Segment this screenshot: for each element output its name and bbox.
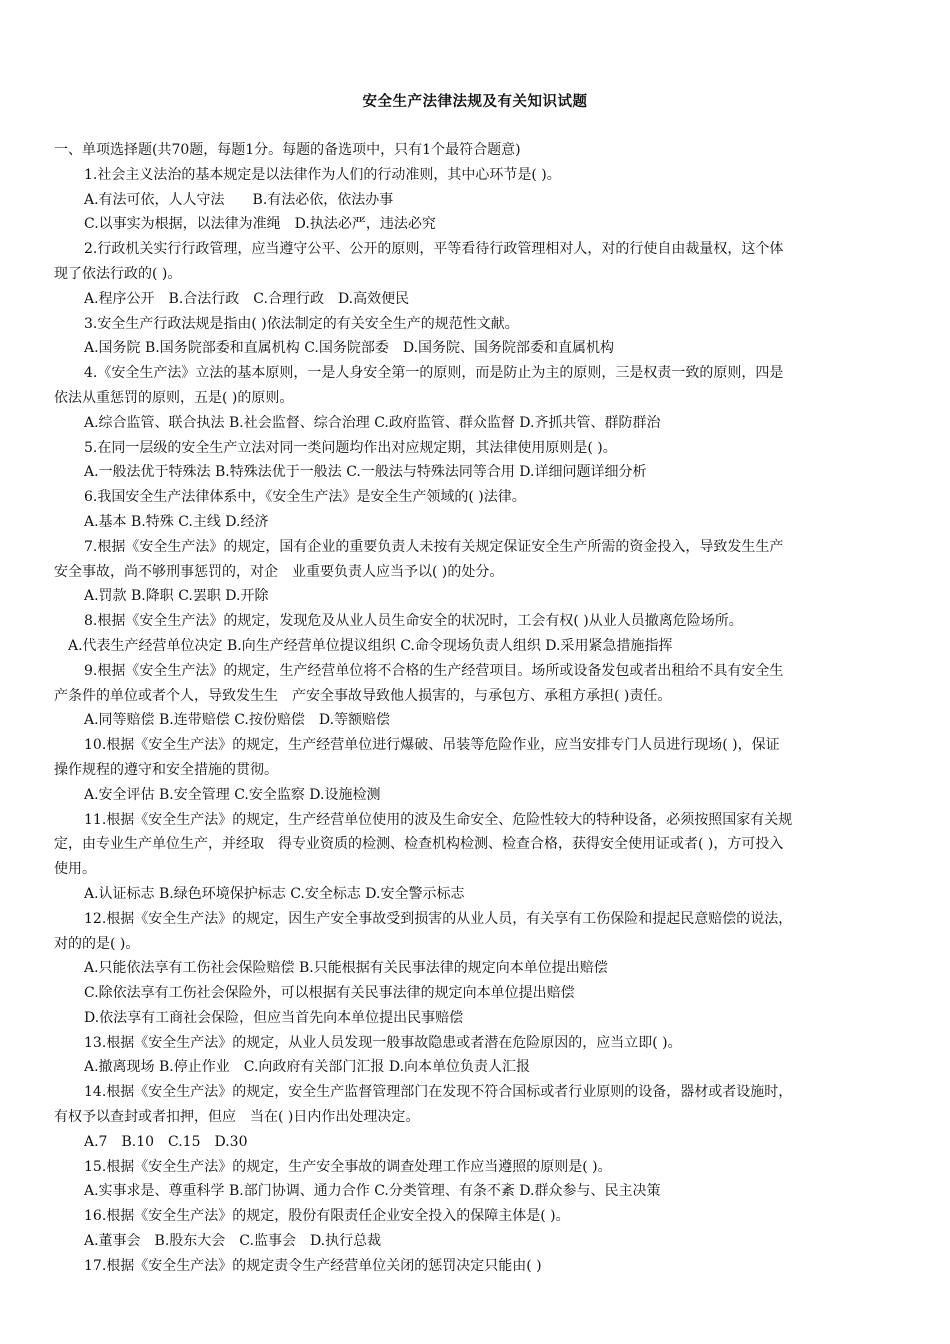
question-text-continued: 操作规程的遵守和安全措施的贯彻。 bbox=[54, 761, 278, 778]
question-text: 8.根据《安全生产法》的规定，发现危及从业人员生命安全的状况时，工会有权( )从业人员撤离危险场所。 bbox=[84, 613, 743, 630]
question-text-continued: 使用。 bbox=[54, 861, 96, 878]
question-text: 11.根据《安全生产法》的规定，生产经营单位使用的波及生命安全、危险性较大的特种设备，必须按照国家有关规 bbox=[84, 811, 793, 828]
answer-options: A.罚款 B.降职 C.罢职 D.开除 bbox=[84, 588, 269, 605]
document-title: 安全生产法律法规及有关知识试题 bbox=[362, 94, 588, 110]
question-text-continued: 依法从重惩罚的原则，五是( )的原则。 bbox=[54, 389, 294, 406]
answer-options: A.7 B.10 C.15 D.30 bbox=[84, 1133, 248, 1150]
question-text: 17.根据《安全生产法》的规定责令生产经营单位关闭的惩罚决定只能由( ) bbox=[84, 1257, 542, 1274]
answer-options: A.认证标志 B.绿色环境保护标志 C.安全标志 D.安全警示标志 bbox=[84, 885, 465, 902]
answer-options: A.代表生产经营单位决定 B.向生产经营单位提议组织 C.命令现场负责人组织 D.采用紧急措施指挥 bbox=[68, 637, 673, 654]
answer-options: A.只能依法享有工伤社会保险赔偿 B.只能根据有关民事法律的规定向本单位提出赔偿 bbox=[84, 960, 608, 977]
question-text: 4.《安全生产法》立法的基本原则，一是人身安全第一的原则，而是防止为主的原则，三是权责一致的原则，四是 bbox=[84, 365, 784, 382]
question-text: 6.我国安全生产法律体系中，《安全生产法》是安全生产领域的( )法律。 bbox=[84, 489, 526, 506]
answer-options: A.程序公开 B.合法行政 C.合理行政 D.高效便民 bbox=[84, 290, 410, 307]
answer-options: A.国务院 B.国务院部委和直属机构 C.国务院部委 D.国务院、国务院部委和直属机构 bbox=[84, 340, 615, 357]
question-text: 16.根据《安全生产法》的规定，股份有限责任企业安全投入的保障主体是( )。 bbox=[84, 1208, 570, 1225]
question-text-continued: 有权予以查封或者扣押，但应 当在( )日内作出处理决定。 bbox=[54, 1109, 420, 1126]
question-text: 1.社会主义法治的基本规定是以法律作为人们的行动准则，其中心环节是( )。 bbox=[84, 166, 561, 183]
question-text-continued: 现了依法行政的( )。 bbox=[54, 265, 182, 282]
answer-options: A.综合监管、联合执法 B.社会监督、综合治理 C.政府监管、群众监督 D.齐抓共管、群防群治 bbox=[84, 414, 661, 431]
question-text: 15.根据《安全生产法》的规定，生产安全事故的调查处理工作应当遵照的原则是( )。 bbox=[84, 1158, 612, 1175]
answer-options: A.撤离现场 B.停止作业 C.向政府有关部门汇报 D.向本单位负责人汇报 bbox=[84, 1059, 531, 1076]
answer-options: A.董事会 B.股东大会 C.监事会 D.执行总裁 bbox=[84, 1233, 382, 1250]
answer-options: A.有法可依，人人守法 B.有法必依，依法办事 bbox=[84, 191, 394, 208]
answer-options: C.以事实为根据，以法律为准绳 D.执法必严，违法必究 bbox=[84, 216, 436, 233]
question-text-continued: 安全事故，尚不够刑事惩罚的，对企 业重要负责人应当予以( )的处分。 bbox=[54, 563, 504, 580]
question-text-continued: 定，由专业生产单位生产，并经取 得专业资质的检测、检查机构检测、检查合格，获得安全使用证或者( )，方可投入 bbox=[54, 836, 784, 853]
question-text: 12.根据《安全生产法》的规定，因生产安全事故受到损害的从业人员，有关享有工伤保险和提起民意赔偿的说法， bbox=[84, 910, 793, 927]
question-text: 14.根据《安全生产法》的规定，安全生产监督管理部门在发现不符合国标或者行业原则的设备，器材或者设施时， bbox=[84, 1084, 793, 1101]
answer-options: A.基本 B.特殊 C.主线 D.经济 bbox=[84, 513, 269, 530]
question-text: 10.根据《安全生产法》的规定，生产经营单位进行爆破、吊装等危险作业，应当安排专门人员进行现场( )，保证 bbox=[84, 737, 780, 754]
question-text: 2.行政机关实行行政管理，应当遵守公平、公开的原则，平等看待行政管理相对人，对的行使自由裁量权，这个体 bbox=[84, 241, 784, 258]
question-text: 13.根据《安全生产法》的规定，从业人员发现一般事故隐患或者潜在危险原因的，应当立即( )。 bbox=[84, 1034, 682, 1051]
question-text: 7.根据《安全生产法》的规定，国有企业的重要负责人未按有关规定保证安全生产所需的资金投入，导致发生生产 bbox=[84, 538, 784, 555]
answer-options: D.依法享有工商社会保险，但应当首先向本单位提出民事赔偿 bbox=[84, 1009, 464, 1026]
question-text-continued: 对的的是( )。 bbox=[54, 935, 140, 952]
question-text: 5.在同一层级的安全生产立法对同一类问题均作出对应规定期，其法律使用原则是( )。 bbox=[84, 439, 617, 456]
answer-options: A.实事求是、尊重科学 B.部门协调、通力合作 C.分类管理、有条不紊 D.群众参与、民主决策 bbox=[84, 1183, 661, 1200]
question-text-continued: 产条件的单位或者个人，导致发生生 产安全事故导致他人损害的，与承包方、承租方承担( )责任。 bbox=[54, 687, 672, 704]
answer-options: A.一般法优于特殊法 B.特殊法优于一般法 C.一般法与特殊法同等合用 D.详细问题详细分析 bbox=[84, 464, 647, 481]
question-text: 3.安全生产行政法规是指由( )依法制定的有关安全生产的规范性文献。 bbox=[84, 315, 519, 332]
answer-options: A.安全评估 B.安全管理 C.安全监察 D.设施检测 bbox=[84, 786, 381, 803]
question-text: 9.根据《安全生产法》的规定，生产经营单位将不合格的生产经营项目。场所或设备发包或者出租给不具有安全生 bbox=[84, 662, 784, 679]
answer-options: C.除依法享有工伤社会保险外，可以根据有关民事法律的规定向本单位提出赔偿 bbox=[84, 985, 575, 1002]
document-body bbox=[54, 138, 894, 1279]
section-heading: 一、单项选择题(共70题，每题1分。每题的备选项中，只有1个最符合题意) bbox=[54, 142, 521, 158]
answer-options: A.同等赔偿 B.连带赔偿 C.按份赔偿 D.等额赔偿 bbox=[84, 712, 391, 729]
